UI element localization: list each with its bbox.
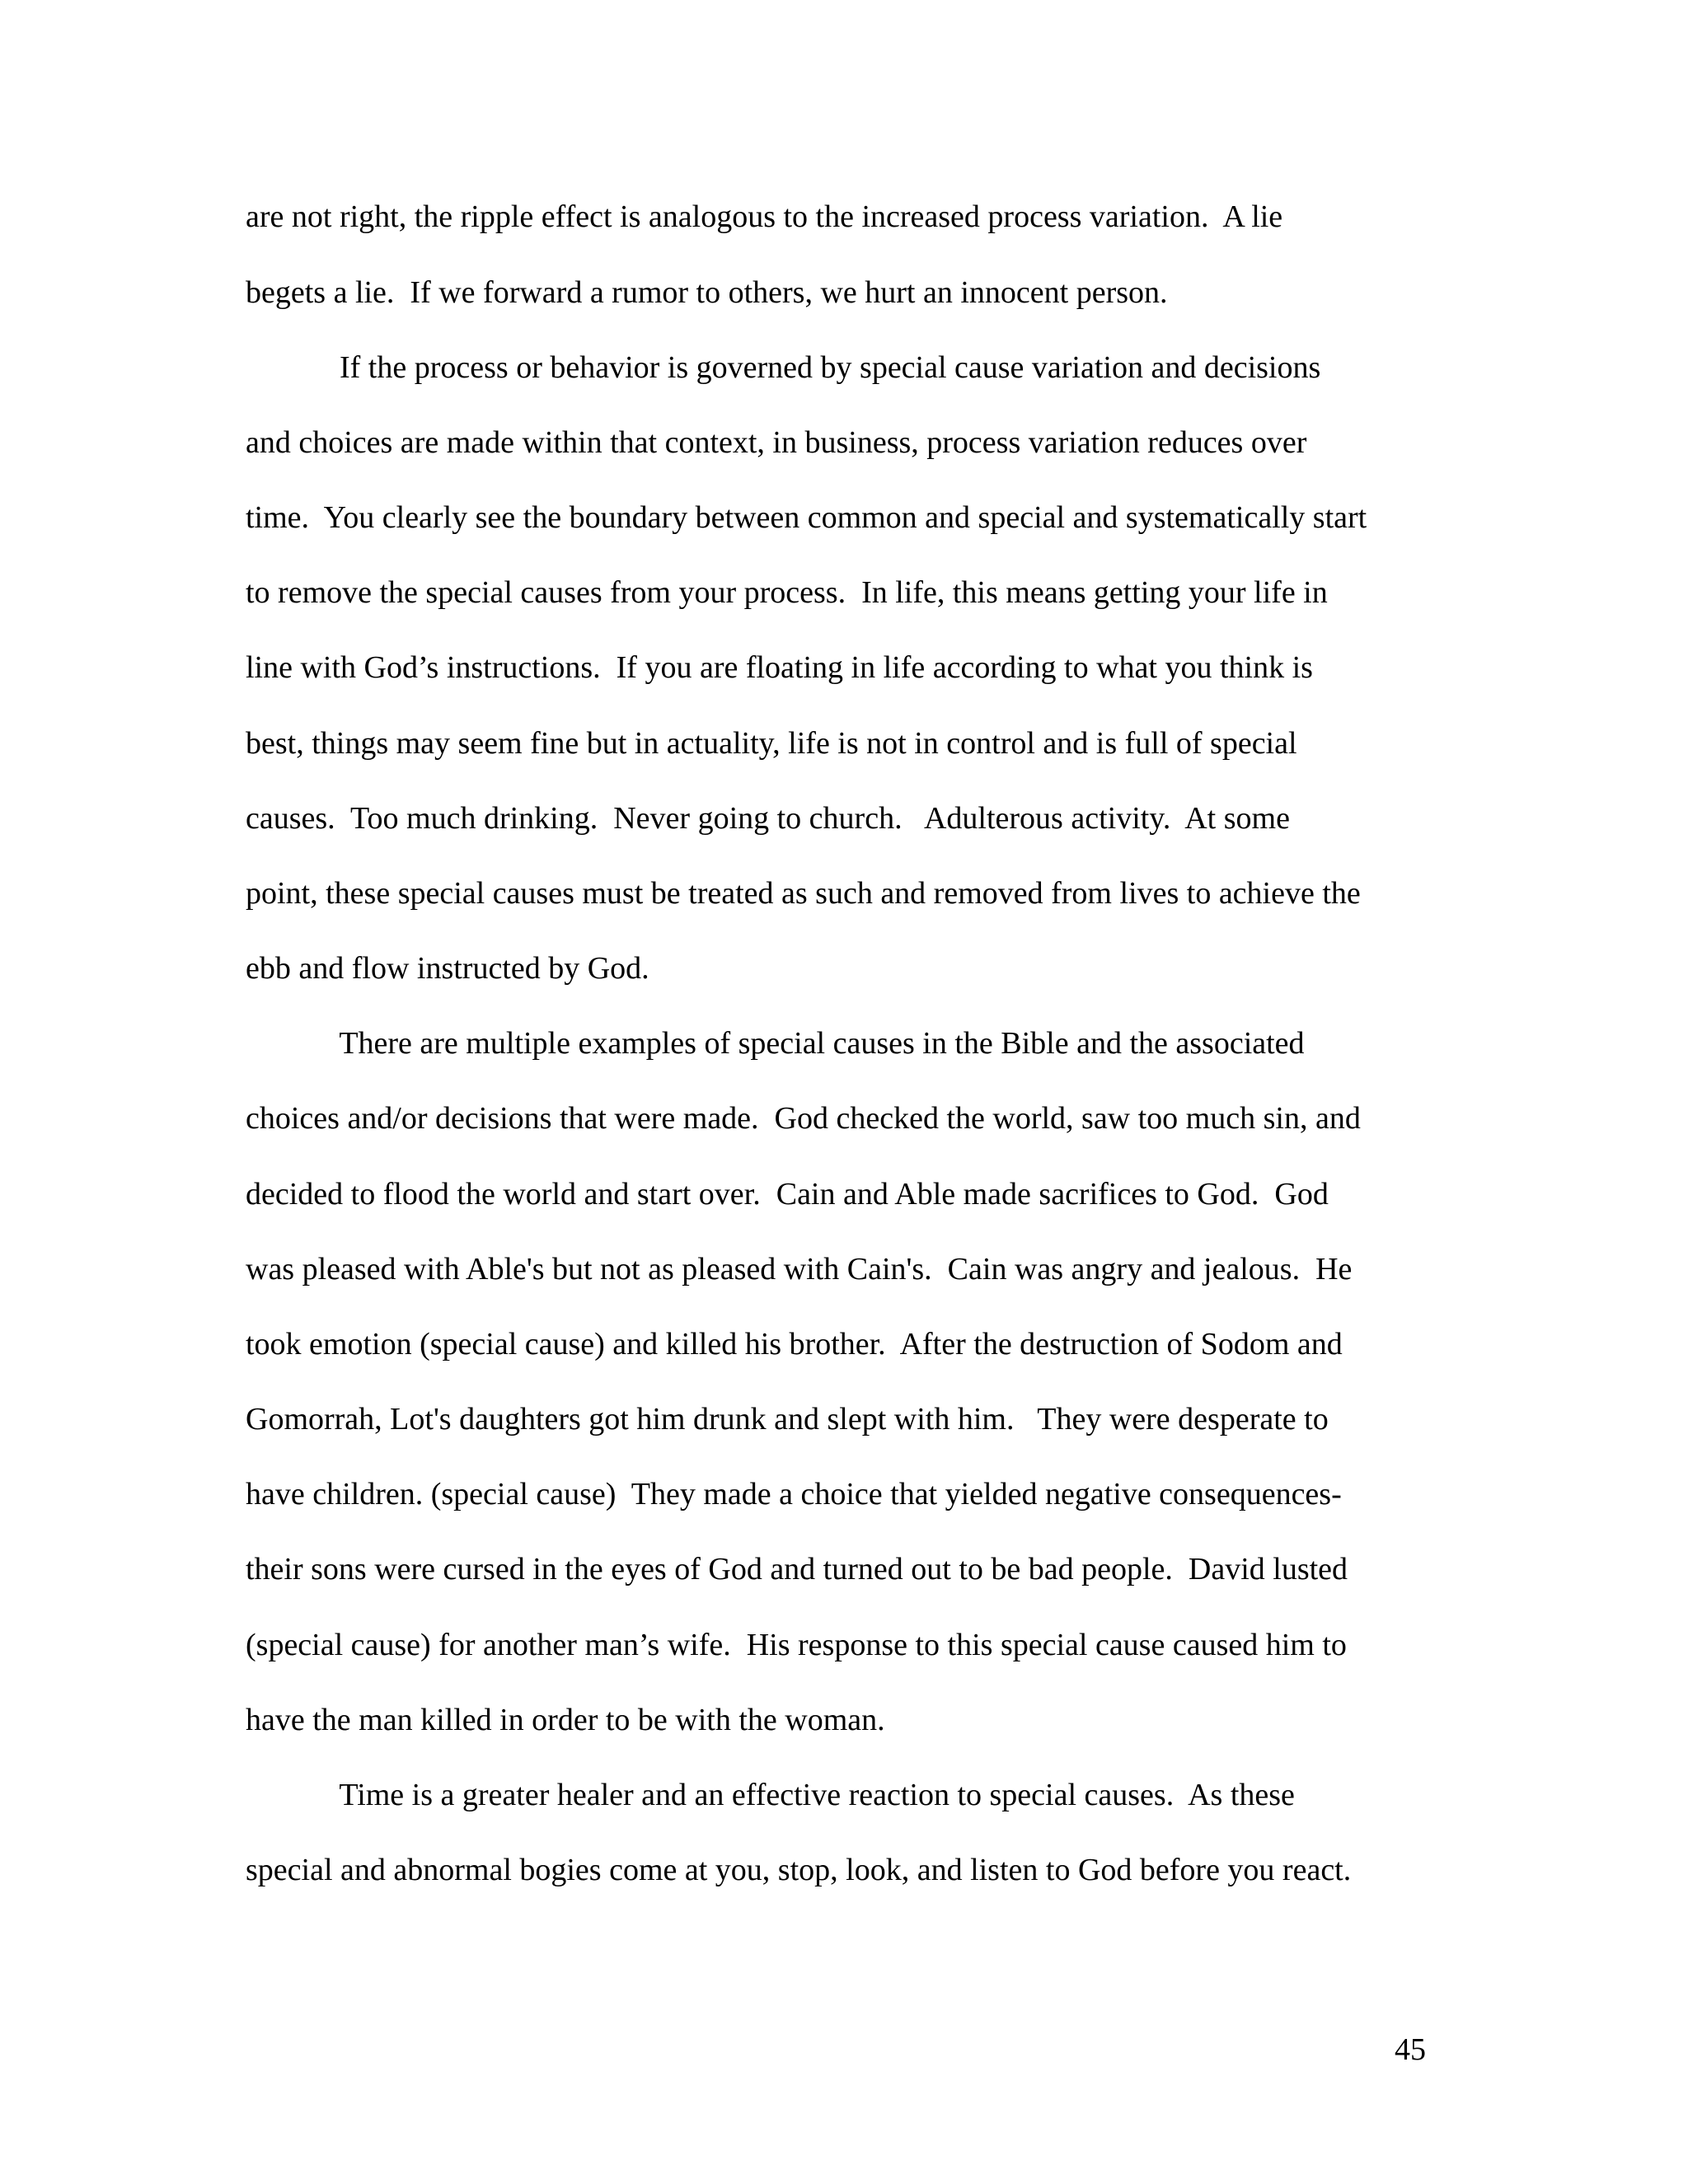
- text-line: time. You clearly see the boundary between common and special and systematically start: [246, 500, 1367, 535]
- page-number: 45: [1395, 2032, 1426, 2067]
- text-line: decided to flood the world and start over. Cain and Able made sacrifices to God. God: [246, 1177, 1329, 1212]
- text-line: special and abnormal bogies come at you, stop, look, and listen to God before you react.: [246, 1853, 1352, 1887]
- text-line: and choices are made within that context, in business, process variation reduces over: [246, 425, 1307, 460]
- text-line: causes. Too much drinking. Never going to church. Adulterous activity. At some: [246, 801, 1290, 836]
- text-line: If the process or behavior is governed by special cause variation and decisions: [246, 350, 1321, 385]
- text-line: are not right, the ripple effect is analogous to the increased process variation. A lie: [246, 199, 1283, 234]
- text-line: best, things may seem fine but in actuality, life is not in control and is full of special: [246, 726, 1297, 761]
- text-line: Gomorrah, Lot's daughters got him drunk and slept with him. They were desperate to: [246, 1402, 1329, 1436]
- text-line: There are multiple examples of special causes in the Bible and the associated: [246, 1026, 1305, 1061]
- text-line: have the man killed in order to be with the woman.: [246, 1703, 885, 1737]
- text-line: begets a lie. If we forward a rumor to others, we hurt an innocent person.: [246, 275, 1168, 310]
- text-line: was pleased with Able's but not as pleased with Cain's. Cain was angry and jealous. He: [246, 1252, 1353, 1286]
- text-line: Time is a greater healer and an effective reaction to special causes. As these: [246, 1778, 1295, 1812]
- text-line: took emotion (special cause) and killed his brother. After the destruction of Sodom and: [246, 1327, 1343, 1361]
- text-line: (special cause) for another man’s wife. His response to this special cause caused him to: [246, 1628, 1347, 1662]
- text-line: to remove the special causes from your process. In life, this means getting your life in: [246, 575, 1328, 610]
- text-line: choices and/or decisions that were made. God checked the world, saw too much sin, and: [246, 1101, 1361, 1136]
- text-line: their sons were cursed in the eyes of God and turned out to be bad people. David lusted: [246, 1552, 1348, 1586]
- text-line: point, these special causes must be treated as such and removed from lives to achieve the: [246, 876, 1361, 911]
- text-line: ebb and flow instructed by God.: [246, 951, 649, 986]
- text-line: line with God’s instructions. If you are floating in life according to what you think is: [246, 650, 1313, 685]
- text-line: have children. (special cause) They made a choice that yielded negative consequences-: [246, 1477, 1342, 1511]
